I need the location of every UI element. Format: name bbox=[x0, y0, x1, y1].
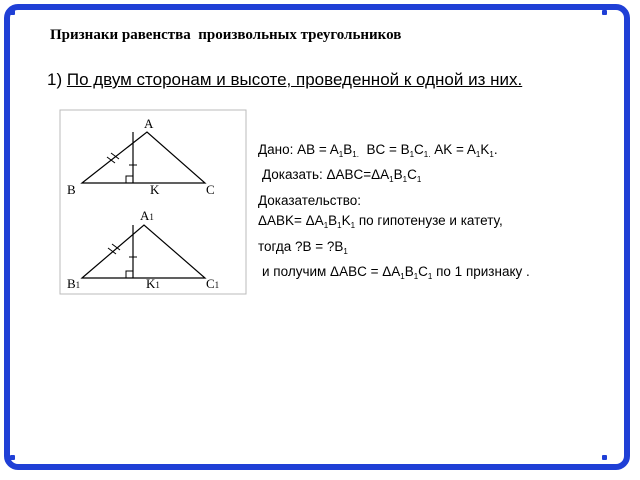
label-k: K bbox=[150, 182, 160, 197]
theorem-text: По двум сторонам и высоте, проведенной к одной из них. bbox=[66, 70, 523, 89]
prove-line: Доказать: $\Delta ABC=\Delta A_1B_1C_1$ bbox=[262, 167, 422, 184]
given-line: Дано: AB = $A_1B_{1.}$ BC = $B_1C_{1.}$ AK = $A_1K_1$. bbox=[258, 142, 498, 159]
slide-title: Признаки равенства произвольных треугольников bbox=[50, 27, 402, 43]
frame-corner-dot bbox=[10, 10, 15, 15]
triangle-figures bbox=[60, 110, 250, 295]
right-angle-mark bbox=[126, 176, 133, 183]
triangle-a1b1c1 bbox=[82, 225, 205, 278]
frame-corner-dot bbox=[10, 455, 15, 460]
right-angle-mark bbox=[126, 271, 133, 278]
proof-step-1: $\Delta ABK= \Delta A_1B_1K_1$ по гипотенузе и катету, bbox=[258, 213, 503, 230]
label-k1: K1 bbox=[146, 276, 160, 291]
label-b: B bbox=[67, 182, 76, 197]
tick-mark-ab bbox=[111, 153, 119, 159]
proof-label: Доказательство: bbox=[258, 193, 361, 208]
triangle-drawing bbox=[60, 110, 250, 295]
proof-step-2: тогда ?B = $?B_1$ bbox=[258, 239, 348, 256]
theorem-number: 1) bbox=[47, 70, 63, 89]
label-b1: B1 bbox=[67, 276, 81, 291]
label-a1: A1 bbox=[140, 208, 154, 223]
frame-corner-dot bbox=[602, 10, 607, 15]
proof-step-3: и получим $\Delta ABC = \Delta A_1B_1C_1$ по 1 признаку . bbox=[262, 264, 530, 281]
triangle-abc bbox=[82, 132, 205, 183]
label-c: C bbox=[206, 182, 215, 197]
label-a: A bbox=[144, 116, 154, 131]
theorem-statement bbox=[47, 70, 522, 90]
frame-corner-dot bbox=[602, 455, 607, 460]
label-c1: C1 bbox=[206, 276, 220, 291]
